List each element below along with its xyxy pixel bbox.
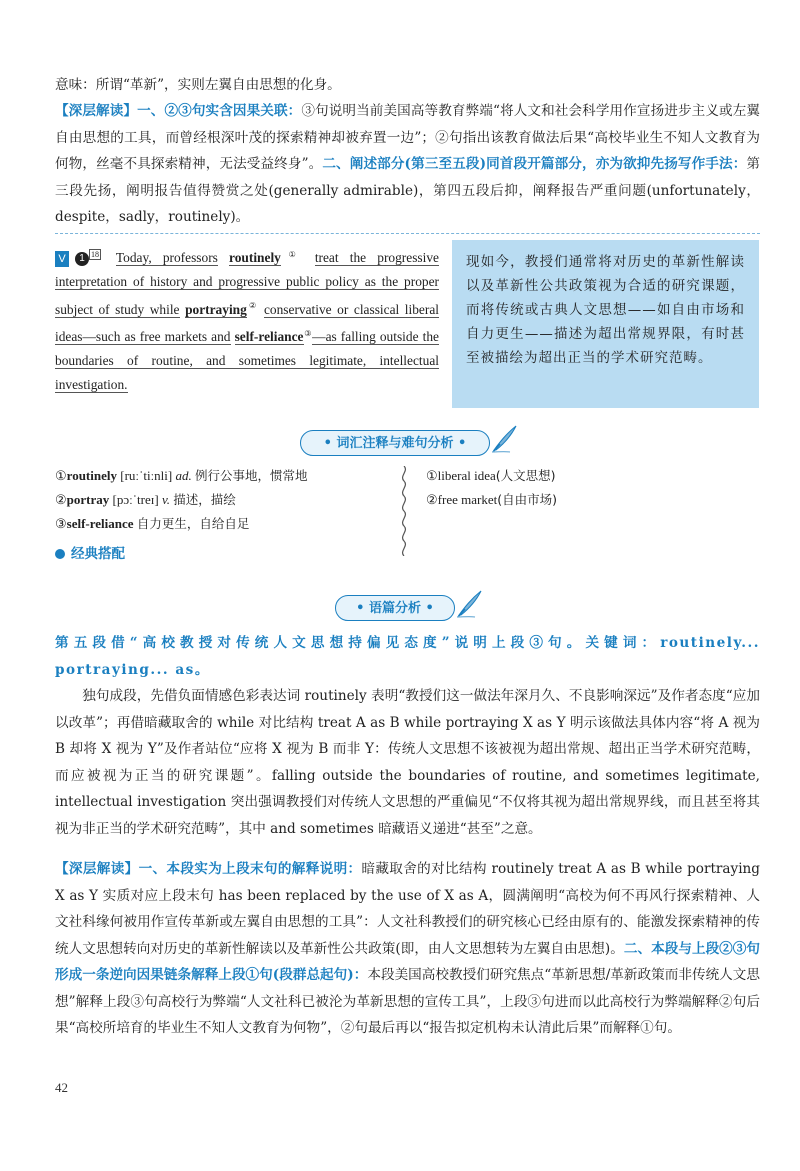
passage-s3: conservative or classical liberal ideas—such as free markets and bbox=[55, 301, 439, 345]
sup3: ③ bbox=[303, 328, 313, 338]
keyword-portraying: portraying bbox=[185, 301, 247, 317]
keyword-routinely: routinely bbox=[229, 250, 281, 266]
passage-english bbox=[55, 243, 439, 397]
vocab-left bbox=[55, 464, 308, 536]
analysis-section-header: • 语篇分析 • bbox=[335, 595, 455, 621]
vocab-item-self-reliance: ③self-reliance 自力更生，自给自足 bbox=[55, 516, 250, 531]
deep2-head2: 二、本段与上段②③句形成一条逆向因果链条解释上段①句(段群总起句)： bbox=[55, 940, 761, 983]
translation-box: 现如今，教授们通常将对历史的革新性解读以及革新性公共政策视为合适的研究课题，而将传统或古典人文思想——如自由市场和自力更生——描述为超出常规界限，有时甚至被描绘为超出正当的学术研究范畴。 bbox=[452, 240, 759, 408]
collocation-label: 经典搭配 bbox=[55, 542, 125, 562]
vocab-item-free-market: ②free market(自由市场) bbox=[426, 492, 557, 507]
bullet-dot-icon bbox=[55, 549, 65, 559]
deep2-text1: 暗藏取舍的对比结构 routinely treat A as B while portraying X as Y 实质对应上段末句 has been replaced by the use of X as A，圆满阐明“高校为何不再风行探索精神、人文社科缘何被用作宣传革新或左翼自由思想的工具”：人文社科教授们的研究核心已经由原有的、能激发探索精神的传统人文思想转向对历史的革新性解读以及革新性公共政策(即，由人文思想转为左翼自由思想)。 bbox=[55, 861, 761, 957]
paragraph-label: V bbox=[55, 251, 69, 267]
sup1: ① bbox=[280, 250, 304, 259]
deep1-head1: 一、②③句实含因果关联： bbox=[137, 103, 302, 119]
analysis-summary: 第五段借“高校教授对传统人文思想持偏见态度”说明上段③句。关键词：routinely... portraying... as。 bbox=[55, 635, 760, 678]
vocab-right bbox=[426, 464, 557, 512]
analysis-body: 独句成段，先借负面情感色彩表达词 routinely 表明“教授们这一做法年深月久、不良影响深远”及作者态度“应加以改革”；再借暗藏取舍的 while 对比结构 treat A as B while portraying X as Y 明示该做法具体内容“将 A 视为 B 却将 X 视为 Y”及作者站位“应将 X 视为 B 而非 Y：传统人文思想不该被视为超出常规、超出正当学术研究范畴，而应被视为正当的研究课题”。falling outside the boundaries of routine, and sometimes legitimate, intellectual investigation 突出强调教授们对传统人文思想的严重偏见“不仅将其视为超出常规界线，而且甚至将其视为非正当的学术研究范畴”，其中 and sometimes 暗藏语义递进“甚至”之意。 bbox=[55, 688, 760, 837]
deep1-head2: 二、阐述部分(第三至五段)同首段开篇部分，亦为欲抑先扬写作手法： bbox=[322, 156, 747, 172]
feather-pen-icon bbox=[490, 424, 518, 454]
sentence-circle: 1 bbox=[75, 252, 89, 266]
deep-interpretation-2 bbox=[55, 856, 760, 1042]
vocab-item-portray: ②portray [pɔːˈtreɪ] v. 描述，描绘 bbox=[55, 492, 236, 507]
passage-s2: treat the progressive interpretation of history and progressive public policy as the proper subject of study while bbox=[55, 250, 439, 317]
divider bbox=[55, 233, 760, 234]
deep2-text2: 本段美国高校教授们研究焦点“革新思想/革新政策而非传统人文思想”解释上段③句高校行为弊端“人文社科已被沦为革新思想的宣传工具”，上段③句进而以此高校行为弊端解释②句后果“高校所培育的毕业生不知人文教育为何物”，②句最后再以“报告拟定机构未认清此后果”而解释①句。 bbox=[55, 967, 760, 1036]
vocab-item-routinely: ①routinely [ruːˈtiːnli] ad. 例行公事地，惯常地 bbox=[55, 468, 308, 483]
deep1-text2: 第三段先扬，阐明报告值得赞赏之处(generally admirable)，第四五段后抑，阐释报告严重问题(unfortunately，despite，sadly，routinely)。 bbox=[55, 156, 760, 225]
sentence-number: 18 bbox=[91, 250, 99, 259]
vocab-section-header: • 词汇注释与难句分析 • bbox=[300, 430, 490, 456]
deep1-text1: ③句说明当前美国高等教育弊端“将人文和社会科学用作宣扬进步主义或左翼自由思想的工具，而曾经根深叶茂的探索精神却被弃置一边”；②句指出该教育做法后果“高校毕业生不知人文教育为何物，丝毫不具探索精神，无法受益终身”。 bbox=[55, 103, 760, 172]
deep2-tag: 【深层解读】 bbox=[55, 861, 139, 877]
squiggle-divider bbox=[397, 466, 411, 556]
passage-s4: —as falling outside the boundaries of routine, and sometimes legitimate, intellectual investigation. bbox=[55, 329, 439, 393]
keyword-self-reliance: self-reliance bbox=[234, 329, 304, 345]
deep-interpretation-1 bbox=[55, 98, 760, 231]
sup2: ② bbox=[246, 301, 259, 311]
deep-tag: 【深层解读】 bbox=[55, 103, 138, 119]
intro-line: 意味：所谓“革新”，实则左翼自由思想的化身。 bbox=[55, 77, 341, 93]
vocab-item-liberal-idea: ①liberal idea(人文思想) bbox=[426, 468, 556, 483]
deep2-head1: 一、本段实为上段末句的解释说明： bbox=[138, 861, 362, 877]
page-number: 42 bbox=[55, 1080, 68, 1095]
passage-s1: Today, professors bbox=[115, 250, 218, 266]
feather-pen-icon bbox=[455, 589, 483, 619]
